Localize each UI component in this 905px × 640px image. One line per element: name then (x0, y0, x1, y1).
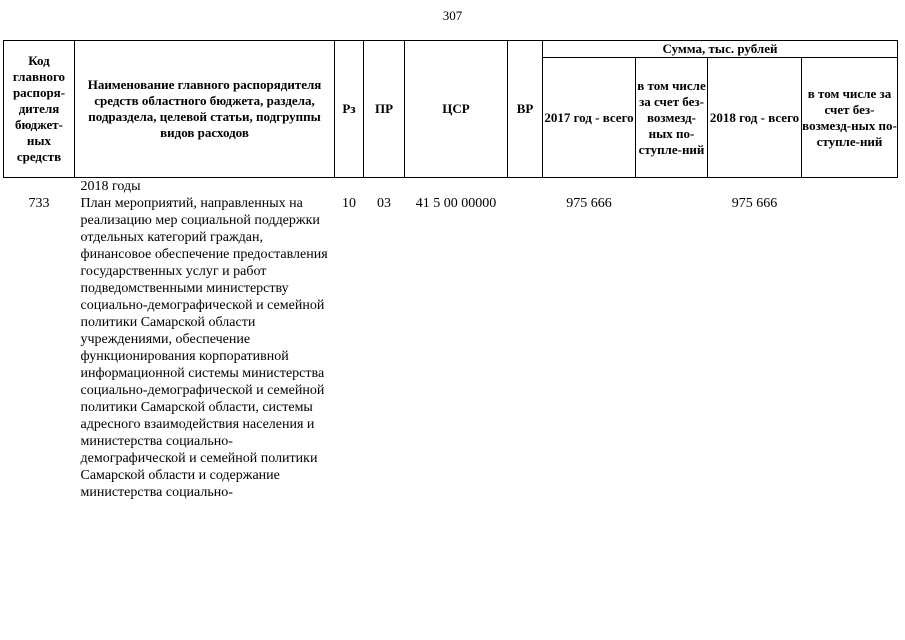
cell-total-2017 (543, 178, 636, 196)
header-code: Код главного распоря-дителя бюджет-ных средств (4, 41, 75, 178)
budget-table (3, 40, 898, 501)
cell-code (4, 178, 75, 196)
cell-vr (508, 178, 543, 196)
header-rz: Рз (335, 41, 364, 178)
cell-name: План мероприятий, направленных на реализацию мер социальной поддержки отдельных категорий граждан, финансовое обеспечение предоставления государственных услуг и работ подведомственными министерству социально-демографической и семейной политики Самарской области учреждениями, обеспечение функционирования корпоративной информационной системы министерства социально-демографической и семейной политики Самарской области, системы адресного взаимодействия населения и министерства социально-демографической и семейной политики Самарской области и содержание министерства социально- (80, 196, 328, 500)
header-grant-2018: в том числе за счет без-возмезд-ных по-ступле-ний (802, 58, 898, 178)
table-row (4, 178, 898, 196)
cell-pr (364, 178, 405, 196)
cell-csr (405, 178, 508, 196)
header-row-top (4, 41, 898, 58)
cell-grant-2018 (802, 178, 898, 196)
header-csr: ЦСР (405, 41, 508, 178)
cell-name: 2018 годы (80, 179, 141, 194)
cell-vr (508, 195, 543, 501)
cell-total-2018 (708, 178, 802, 196)
header-pr: ПР (364, 41, 405, 178)
cell-pr: 03 (377, 196, 391, 211)
header-grant-2017: в том числе за счет без-возмезд-ных по-ступле-ний (636, 58, 708, 178)
cell-rz (335, 178, 364, 196)
cell-rz: 10 (342, 196, 356, 211)
cell-csr: 41 5 00 00000 (415, 196, 497, 211)
header-total-2018: 2018 год - всего (708, 58, 802, 178)
header-name: Наименование главного распорядителя средств областного бюджета, раздела, подраздела, целевой статьи, подгруппы видов расходов (75, 41, 335, 178)
cell-total-2017: 975 666 (566, 196, 612, 211)
table-row (4, 195, 898, 501)
header-total-2017: 2017 год - всего (543, 58, 636, 178)
page-number: 307 (442, 8, 463, 23)
header-sum-group: Сумма, тыс. рублей (543, 41, 898, 58)
cell-grant-2018 (802, 195, 898, 501)
cell-grant-2017 (636, 195, 708, 501)
cell-grant-2017 (636, 178, 708, 196)
cell-code: 733 (28, 196, 50, 211)
header-vr: ВР (508, 41, 543, 178)
cell-total-2018: 975 666 (731, 196, 778, 211)
